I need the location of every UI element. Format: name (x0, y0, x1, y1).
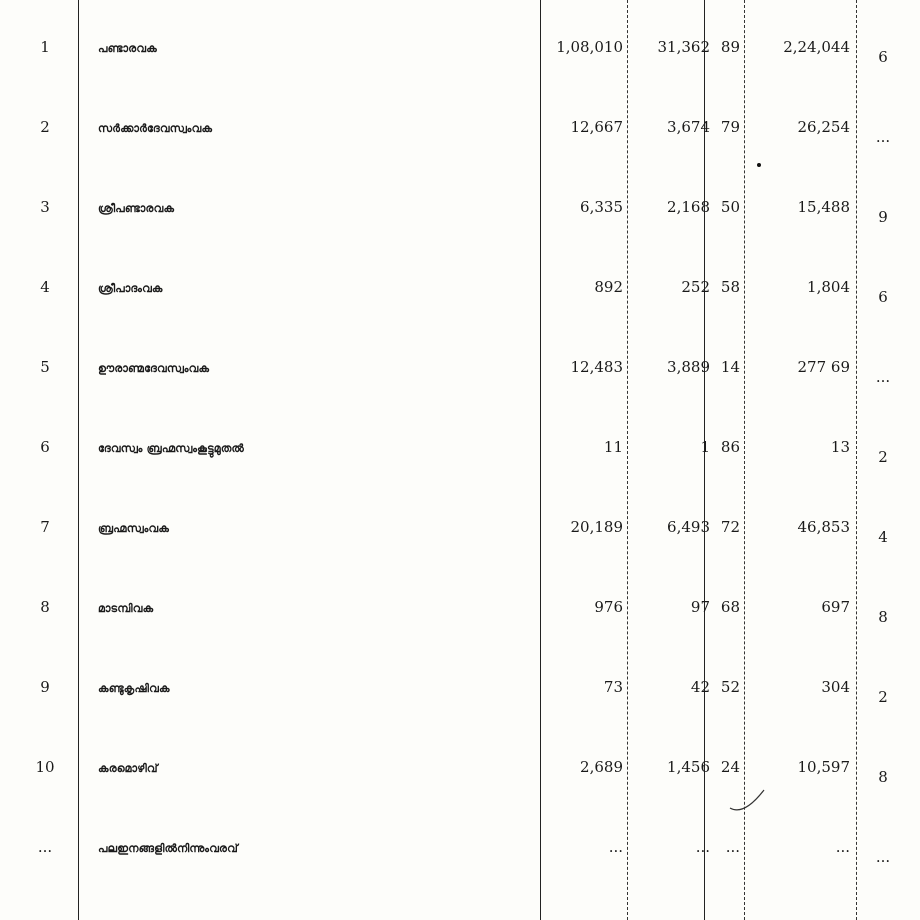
value-col-2: 42 (690, 678, 710, 696)
value-col-1: 20,189 (570, 518, 623, 536)
table-row (0, 272, 920, 352)
description-text: ശ്രീപാദംവക (98, 282, 163, 295)
value-col-5: 9 (878, 208, 888, 226)
table-row (0, 752, 920, 832)
value-col-5: 2 (878, 448, 888, 466)
serial-number: 7 (40, 518, 50, 536)
value-col-5: 2 (878, 688, 888, 706)
value-col-2: 1,456 (667, 758, 710, 776)
description-text: ശ്രീപണ്ടാരവക (98, 202, 175, 215)
value-col-5: ... (875, 848, 891, 866)
serial-number: 9 (40, 678, 50, 696)
value-col-5: 8 (878, 768, 888, 786)
description-text: പണ്ടാരവക (98, 42, 157, 55)
serial-number: 6 (40, 438, 50, 456)
value-col-1: 2,689 (580, 758, 623, 776)
description-text: ബ്രഹ്മസ്വംവക (98, 522, 170, 535)
value-col-3: 89 (720, 38, 740, 56)
value-col-5: 4 (878, 528, 888, 546)
value-col-2: 31,362 (657, 38, 710, 56)
value-col-2: 97 (690, 598, 710, 616)
value-col-4: ... (835, 838, 850, 856)
value-col-1: 892 (594, 278, 623, 296)
value-col-4: 1,804 (807, 278, 850, 296)
description-text: കണ്ടുകൃഷിവക (98, 682, 170, 695)
value-col-4: 13 (830, 438, 850, 456)
value-col-2: 6,493 (667, 518, 710, 536)
table-row (0, 672, 920, 752)
value-col-3: 14 (720, 358, 740, 376)
description-text: മാടമ്പിവക (98, 602, 154, 615)
value-col-3: ... (725, 838, 740, 856)
serial-number: 3 (40, 198, 50, 216)
table-row (0, 832, 920, 912)
description-text: കരമൊഴിവ് (98, 762, 158, 775)
value-col-2: 3,674 (667, 118, 710, 136)
value-col-4: 26,254 (797, 118, 850, 136)
value-col-3: 79 (720, 118, 740, 136)
value-col-1: 1,08,010 (556, 38, 623, 56)
value-col-5: ... (875, 368, 891, 386)
value-col-1: ... (608, 838, 623, 856)
dot-mark (757, 163, 761, 167)
value-col-4: 2,24,044 (783, 38, 850, 56)
value-col-5: ... (875, 128, 891, 146)
value-col-4: 46,853 (797, 518, 850, 536)
table-row (0, 592, 920, 672)
value-col-1: 73 (603, 678, 623, 696)
value-col-1: 976 (594, 598, 623, 616)
value-col-4: 304 (821, 678, 850, 696)
description-text: സർക്കാർദേവസ്വംവക (98, 122, 213, 135)
value-col-1: 12,667 (570, 118, 623, 136)
serial-number: 10 (35, 758, 55, 776)
value-col-1: 12,483 (570, 358, 623, 376)
description-text: ഊരാണ്മദേവസ്വംവക (98, 362, 210, 375)
value-col-2: 3,889 (667, 358, 710, 376)
table-row (0, 512, 920, 592)
value-col-3: 50 (720, 198, 740, 216)
value-col-1: 6,335 (580, 198, 623, 216)
value-col-3: 86 (720, 438, 740, 456)
value-col-3: 72 (720, 518, 740, 536)
value-col-4: 15,488 (797, 198, 850, 216)
value-col-3: 58 (720, 278, 740, 296)
value-col-4: 10,597 (797, 758, 850, 776)
serial-number: 4 (40, 278, 50, 296)
table-row (0, 352, 920, 432)
serial-number: 2 (40, 118, 50, 136)
value-col-2: 2,168 (667, 198, 710, 216)
table-row (0, 112, 920, 192)
value-col-3: 52 (720, 678, 740, 696)
serial-number: 8 (40, 598, 50, 616)
value-col-5: 8 (878, 608, 888, 626)
value-col-2: 1 (700, 438, 710, 456)
value-col-1: 11 (603, 438, 623, 456)
serial-number: 5 (40, 358, 50, 376)
value-col-3: 24 (720, 758, 740, 776)
value-col-2: 252 (681, 278, 710, 296)
value-col-5: 6 (878, 288, 888, 306)
description-text: പലഇനങ്ങളിൽനിന്നുംവരവ് (98, 842, 238, 855)
table-row (0, 32, 920, 112)
value-col-2: ... (695, 838, 710, 856)
table-row (0, 192, 920, 272)
value-col-4: 277 69 (797, 358, 850, 376)
serial-number: ... (37, 838, 53, 856)
value-col-5: 6 (878, 48, 888, 66)
pen-stroke-mark (728, 782, 768, 814)
serial-number: 1 (40, 38, 50, 56)
table-row (0, 432, 920, 512)
value-col-3: 68 (720, 598, 740, 616)
value-col-4: 697 (821, 598, 850, 616)
description-text: ദേവസ്വം ബ്രഹ്മസ്വംകൂട്ടുമുതൽ (98, 442, 244, 455)
